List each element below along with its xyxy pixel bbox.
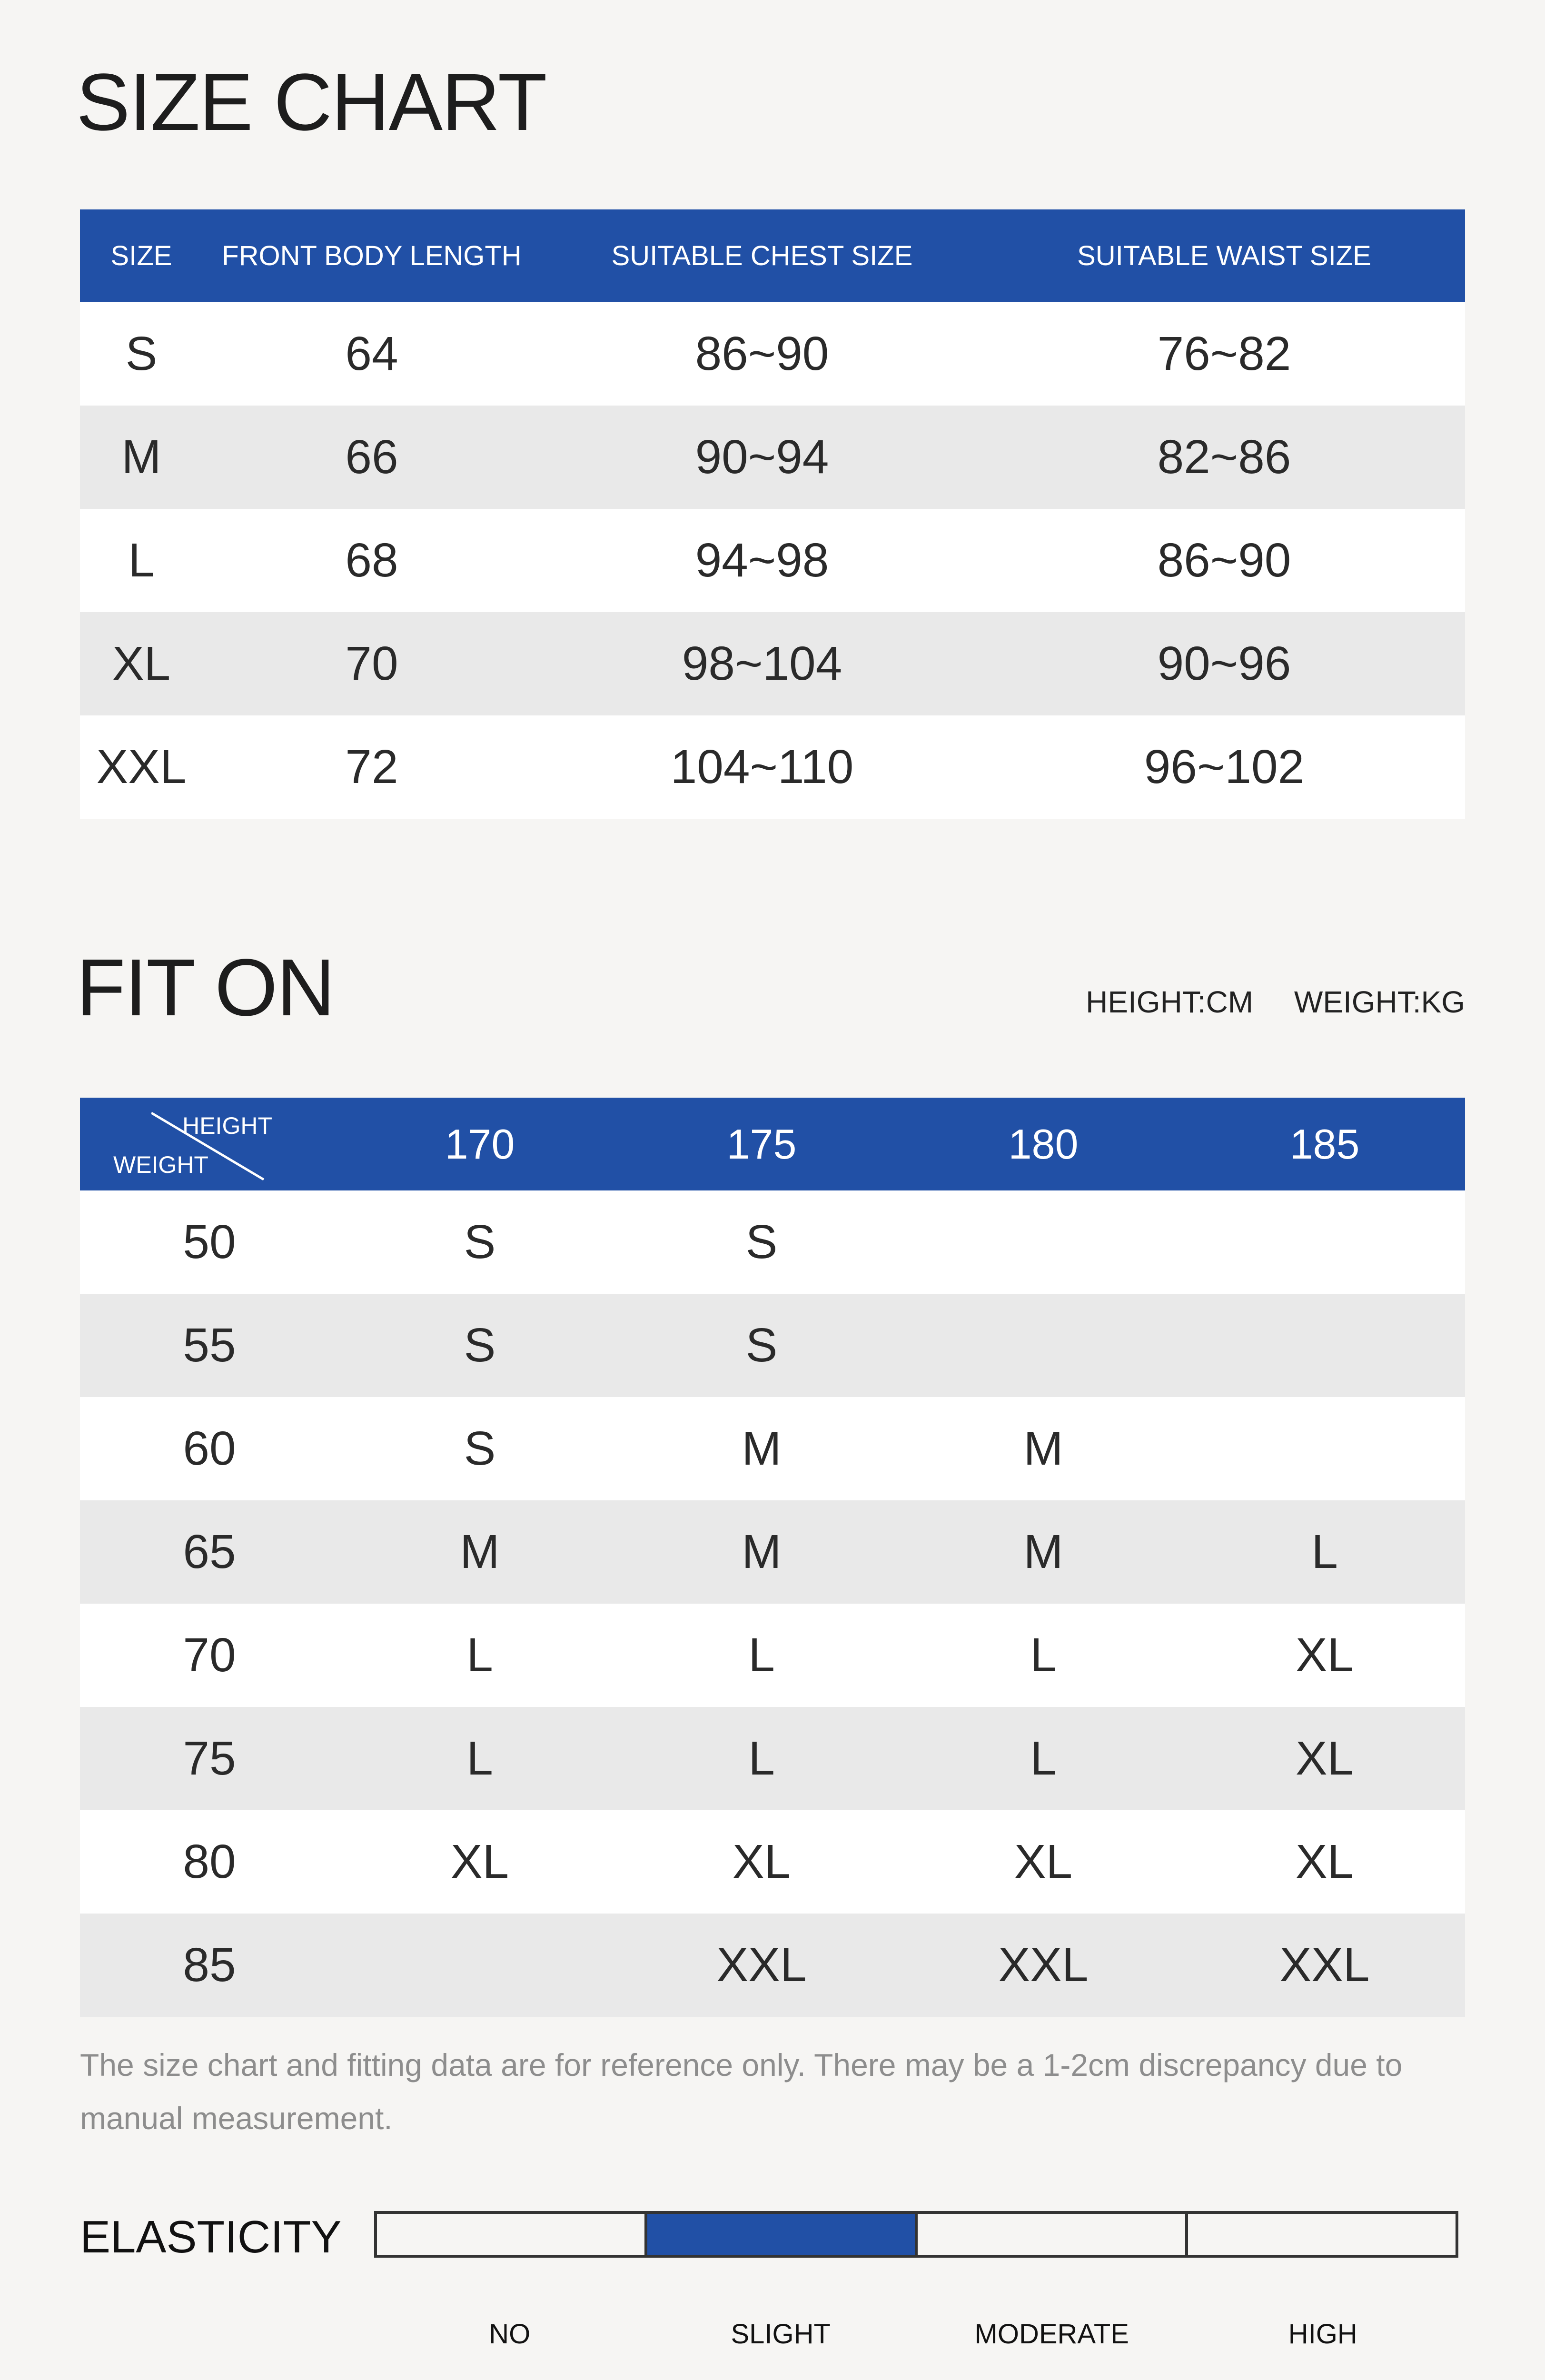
size-cell: L (80, 509, 203, 612)
table-row (80, 509, 1465, 612)
fit-cell: XXL (621, 1914, 902, 2017)
table-row (80, 612, 1465, 715)
fit-cell: XL (621, 1810, 902, 1914)
fit-cell (1184, 1190, 1465, 1294)
weight-cell: 85 (80, 1914, 339, 2017)
size-chart-table (80, 209, 1465, 819)
table-row (80, 1707, 1465, 1810)
size-table-header (80, 209, 1465, 302)
fit-cell: S (339, 1294, 621, 1397)
scale-segment-selected (644, 2214, 915, 2255)
fit-cell: XL (1184, 1604, 1465, 1707)
waist-cell: 82~86 (983, 406, 1465, 509)
table-row (80, 715, 1465, 819)
fit-table-header (80, 1098, 1465, 1190)
length-cell: 70 (203, 612, 541, 715)
length-cell: 72 (203, 715, 541, 819)
height-header: 170 (339, 1098, 621, 1190)
fit-cell: XL (902, 1810, 1184, 1914)
weight-cell: 80 (80, 1810, 339, 1914)
weight-cell: 70 (80, 1604, 339, 1707)
table-row (80, 302, 1465, 406)
header-waist-size: SUITABLE WAIST SIZE (983, 209, 1465, 302)
scale-option: HIGH (1288, 2319, 1357, 2350)
fit-cell (1184, 1397, 1465, 1500)
table-row (80, 1397, 1465, 1500)
fit-cell (339, 1914, 621, 2017)
weight-cell: 75 (80, 1707, 339, 1810)
chest-cell: 90~94 (541, 406, 983, 509)
elasticity-scale (374, 2211, 1458, 2258)
table-row (80, 1190, 1465, 1294)
chest-cell: 98~104 (541, 612, 983, 715)
units-legend (1086, 984, 1465, 1020)
fit-cell: XXL (902, 1914, 1184, 2017)
weight-cell: 55 (80, 1294, 339, 1397)
fit-cell: L (339, 1707, 621, 1810)
corner-weight-label: WEIGHT (113, 1151, 208, 1178)
fit-cell (1184, 1294, 1465, 1397)
height-unit: HEIGHT:CM (1086, 985, 1254, 1019)
fit-cell: L (1184, 1500, 1465, 1604)
fit-on-title: FIT ON (76, 942, 335, 1033)
table-row (80, 1294, 1465, 1397)
size-cell: S (80, 302, 203, 406)
size-cell: XL (80, 612, 203, 715)
fit-cell: M (621, 1500, 902, 1604)
fit-cell: M (339, 1500, 621, 1604)
fit-cell: L (902, 1707, 1184, 1810)
height-header: 185 (1184, 1098, 1465, 1190)
table-row (80, 1914, 1465, 2017)
scale-option: MODERATE (974, 2319, 1129, 2350)
fit-cell: L (902, 1604, 1184, 1707)
waist-cell: 86~90 (983, 509, 1465, 612)
corner-height-label: HEIGHT (182, 1112, 272, 1139)
size-cell: XXL (80, 715, 203, 819)
chest-cell: 86~90 (541, 302, 983, 406)
height-header: 180 (902, 1098, 1184, 1190)
table-row (80, 1604, 1465, 1707)
header-front-body-length: FRONT BODY LENGTH (203, 209, 541, 302)
waist-cell: 76~82 (983, 302, 1465, 406)
fit-on-table (80, 1098, 1465, 2017)
size-cell: M (80, 406, 203, 509)
fit-cell: L (339, 1604, 621, 1707)
waist-cell: 96~102 (983, 715, 1465, 819)
fit-cell: M (902, 1397, 1184, 1500)
scale-segment (915, 2214, 1185, 2255)
scale-option: NO (489, 2319, 531, 2350)
size-chart-title: SIZE CHART (76, 57, 546, 148)
header-size: SIZE (80, 209, 203, 302)
fit-cell: S (339, 1190, 621, 1294)
length-cell: 68 (203, 509, 541, 612)
fit-cell: XL (1184, 1810, 1465, 1914)
scale-segment (377, 2214, 644, 2255)
chest-cell: 94~98 (541, 509, 983, 612)
weight-unit: WEIGHT:KG (1294, 985, 1465, 1019)
fit-cell: S (621, 1190, 902, 1294)
length-cell: 64 (203, 302, 541, 406)
weight-cell: 60 (80, 1397, 339, 1500)
weight-cell: 50 (80, 1190, 339, 1294)
corner-header (80, 1098, 339, 1190)
table-row (80, 1810, 1465, 1914)
fit-cell: M (621, 1397, 902, 1500)
waist-cell: 90~96 (983, 612, 1465, 715)
table-row (80, 1500, 1465, 1604)
fit-cell: L (621, 1707, 902, 1810)
scale-segment (1185, 2214, 1456, 2255)
table-row (80, 406, 1465, 509)
fit-cell: L (621, 1604, 902, 1707)
fit-cell: XXL (1184, 1914, 1465, 2017)
weight-cell: 65 (80, 1500, 339, 1604)
fit-cell: S (621, 1294, 902, 1397)
fit-cell: XL (339, 1810, 621, 1914)
disclaimer-note: The size chart and fitting data are for reference only. There may be a 1-2cm discrepancy due to manual measurement. (80, 2047, 1403, 2136)
elasticity-label: ELASTICITY (80, 2211, 342, 2262)
scale-option: SLIGHT (731, 2319, 831, 2350)
chest-cell: 104~110 (541, 715, 983, 819)
height-header: 175 (621, 1098, 902, 1190)
fit-cell (902, 1190, 1184, 1294)
header-chest-size: SUITABLE CHEST SIZE (541, 209, 983, 302)
fit-cell (902, 1294, 1184, 1397)
length-cell: 66 (203, 406, 541, 509)
fit-cell: XL (1184, 1707, 1465, 1810)
elasticity-options (374, 2318, 1458, 2350)
fit-cell: S (339, 1397, 621, 1500)
fit-cell: M (902, 1500, 1184, 1604)
